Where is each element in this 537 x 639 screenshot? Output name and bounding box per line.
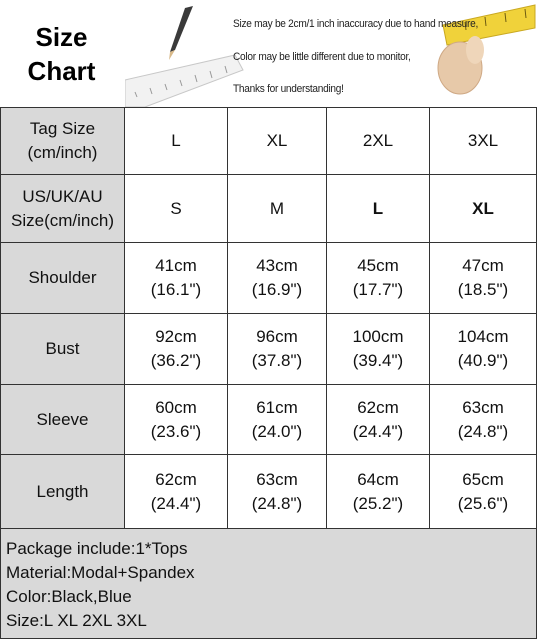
table-cell: 104cm (40.9") (429, 313, 537, 384)
note-line-thanks: Thanks for understanding! (233, 83, 344, 95)
table-cell: 96cm (37.8") (227, 313, 326, 384)
table-cell: 3XL (429, 107, 537, 174)
title-line-1: Size (35, 21, 88, 52)
note-line-color: Color may be little different due to monitor, (233, 51, 411, 63)
title-line-2: Chart (27, 55, 96, 86)
note-line-inaccuracy: Size may be 2cm/1 inch inaccuracy due to hand measure, (233, 18, 478, 30)
table-cell: XL (429, 174, 537, 242)
table-cell: 92cm (36.2") (124, 313, 227, 384)
table-cell: 62cm (24.4") (124, 454, 227, 528)
table-cell: S (124, 174, 227, 242)
material-line: Material:Modal+Spandex (6, 563, 195, 582)
package-include-line: Package include:1*Tops (6, 539, 188, 558)
table-cell: 60cm (23.6") (124, 384, 227, 454)
table-cell: 41cm (16.1") (124, 242, 227, 313)
color-line: Color:Black,Blue (6, 587, 132, 606)
table-cell: L (124, 107, 227, 174)
measurement-note-panel (125, 0, 537, 107)
table-cell: L (326, 174, 429, 242)
product-info-footer (0, 528, 537, 639)
table-row-bust (0, 313, 537, 384)
row-label: Bust (0, 313, 124, 384)
table-cell: 64cm (25.2") (326, 454, 429, 528)
table-row-us-size (0, 174, 537, 242)
table-cell: 43cm (16.9") (227, 242, 326, 313)
table-row-tag-size (0, 107, 537, 174)
table-cell: 62cm (24.4") (326, 384, 429, 454)
row-label: Shoulder (0, 242, 124, 313)
row-label: Length (0, 454, 124, 528)
table-row-sleeve (0, 384, 537, 454)
table-cell: 2XL (326, 107, 429, 174)
table-cell: 47cm (18.5") (429, 242, 537, 313)
size-line: Size:L XL 2XL 3XL (6, 611, 147, 630)
pencil-icon (169, 6, 193, 60)
table-row-length (0, 454, 537, 528)
row-label: Sleeve (0, 384, 124, 454)
chart-title (0, 0, 123, 107)
row-label: US/UK/AU Size(cm/inch) (0, 174, 124, 242)
table-row-shoulder (0, 242, 537, 313)
table-cell: 63cm (24.8") (227, 454, 326, 528)
row-label: Tag Size (cm/inch) (0, 107, 124, 174)
table-cell: 61cm (24.0") (227, 384, 326, 454)
ruler-icon (125, 55, 243, 107)
chart-header (0, 0, 537, 107)
table-cell: 63cm (24.8") (429, 384, 537, 454)
table-cell: M (227, 174, 326, 242)
table-cell: 100cm (39.4") (326, 313, 429, 384)
table-cell: 45cm (17.7") (326, 242, 429, 313)
table-cell: XL (227, 107, 326, 174)
table-cell: 65cm (25.6") (429, 454, 537, 528)
